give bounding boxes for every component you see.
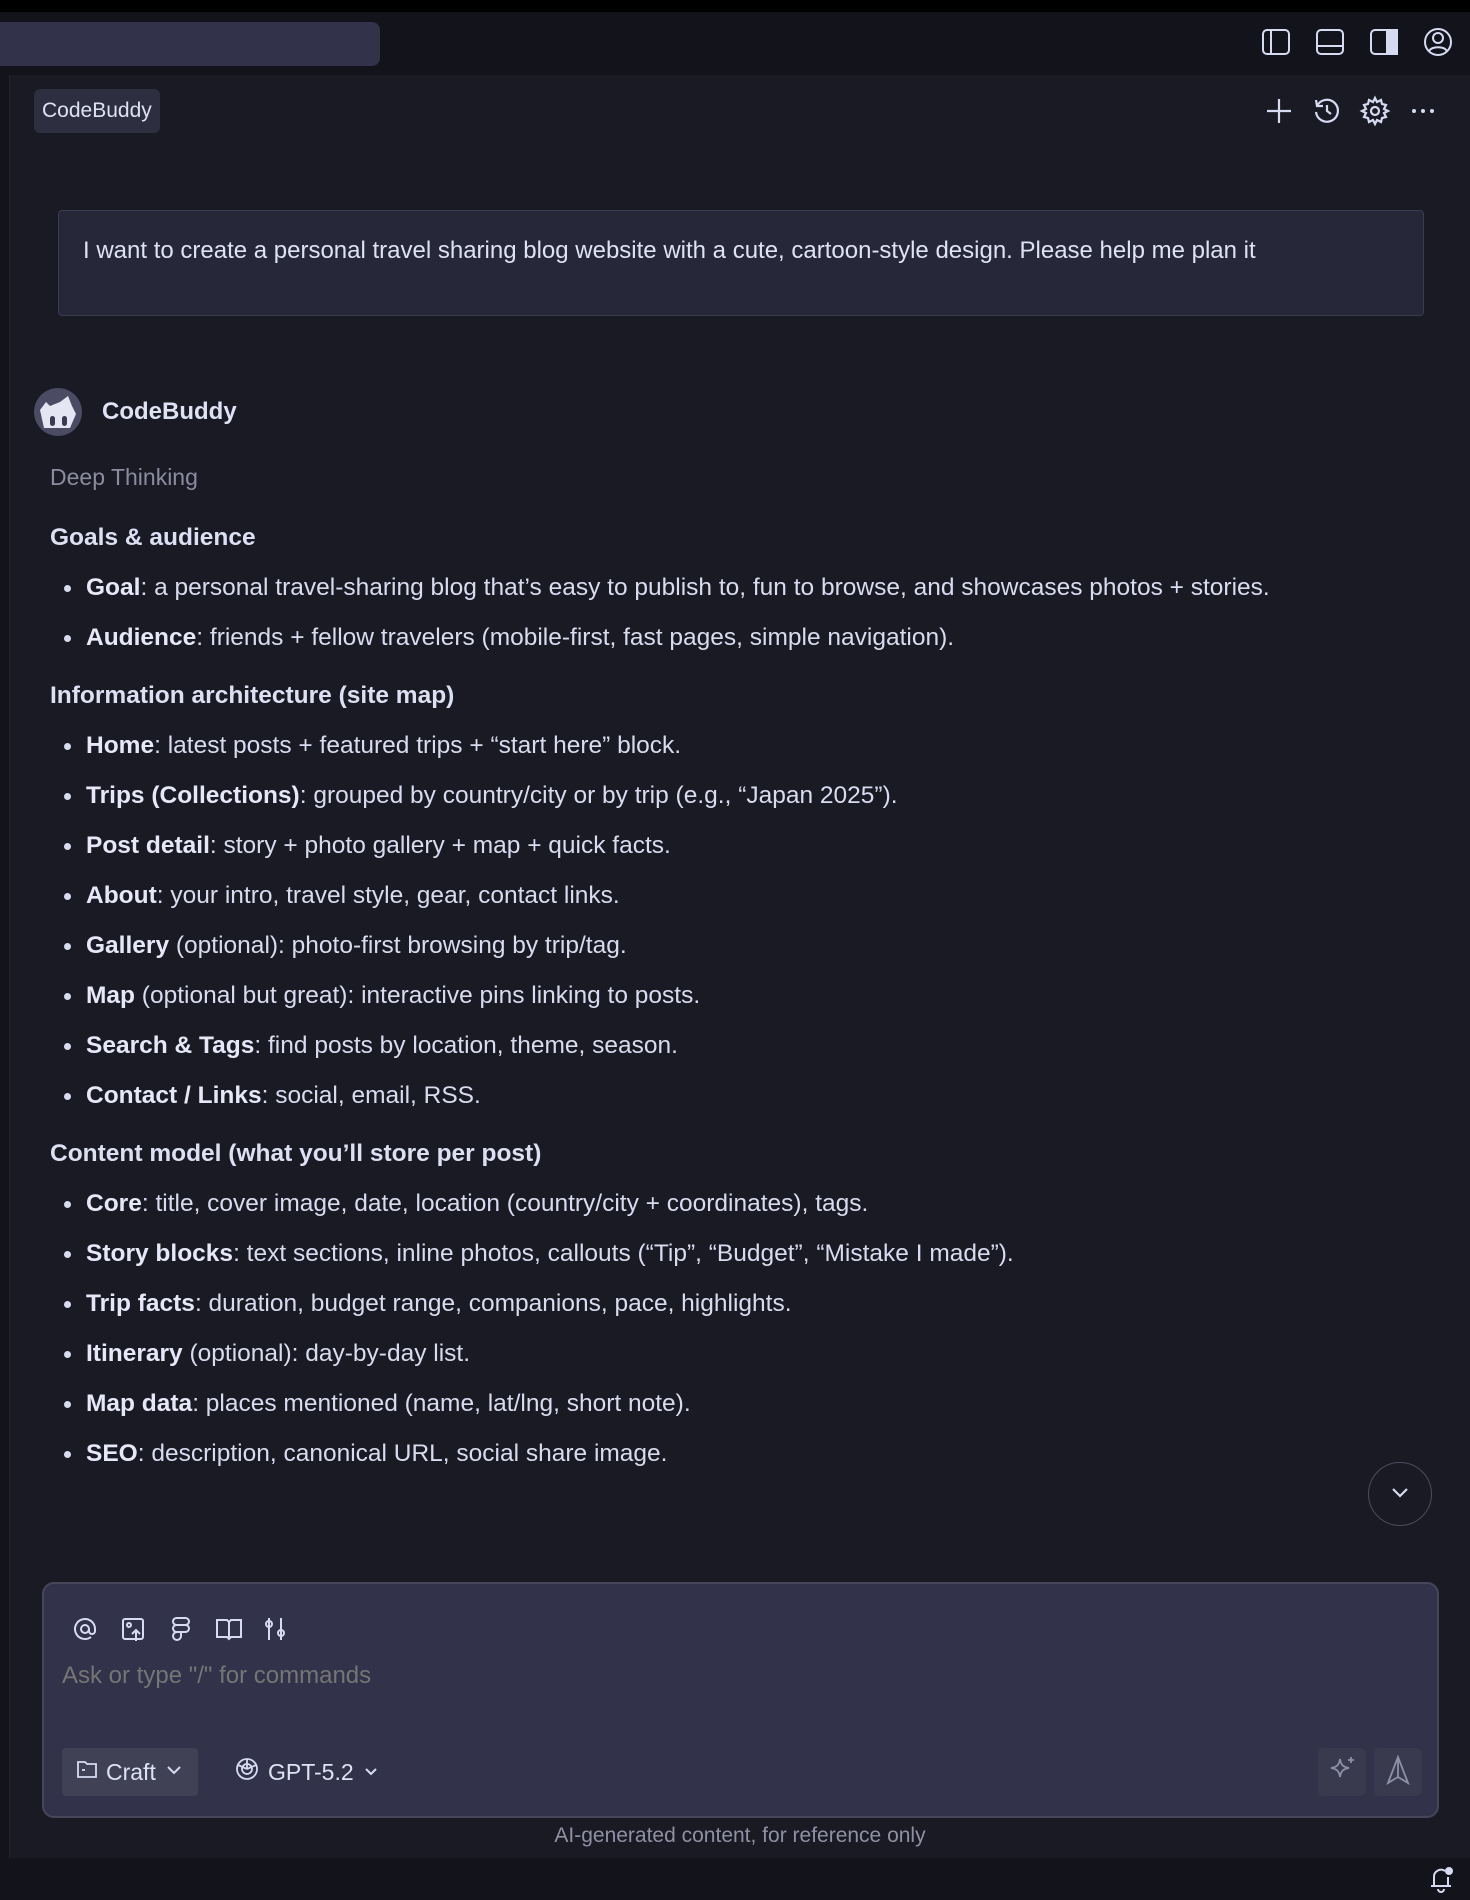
item-term: Contact / Links xyxy=(86,1082,262,1109)
list-item xyxy=(50,1435,1420,1473)
command-center-search[interactable] xyxy=(0,22,380,66)
item-description: : title, cover image, date, location (country/city + coordinates), tags. xyxy=(141,1190,869,1217)
rules-icon[interactable] xyxy=(262,1614,292,1644)
chevron-down-icon xyxy=(362,1759,380,1786)
list-item xyxy=(50,569,1420,607)
activity-divider xyxy=(0,75,10,1858)
chat-input-box xyxy=(42,1582,1439,1818)
account-icon[interactable] xyxy=(1420,24,1456,60)
list-item xyxy=(50,1235,1420,1273)
item-description: (optional): day-by-day list. xyxy=(182,1340,471,1367)
send-icon xyxy=(1383,1755,1413,1790)
assistant-avatar xyxy=(34,388,82,436)
chevron-down-icon xyxy=(1387,1479,1413,1510)
chevron-down-icon xyxy=(164,1759,184,1786)
item-term: About xyxy=(86,882,157,909)
list-item xyxy=(50,1077,1420,1115)
list-item xyxy=(50,727,1420,765)
folder-icon xyxy=(76,1758,98,1786)
list-item xyxy=(50,877,1420,915)
model-select[interactable] xyxy=(234,1748,380,1796)
list-item xyxy=(50,827,1420,865)
item-term: Home xyxy=(86,732,155,759)
item-description: : latest posts + featured trips + “start here” block. xyxy=(154,732,682,759)
settings-gear-icon[interactable] xyxy=(1358,92,1392,130)
item-term: Search & Tags xyxy=(86,1032,255,1059)
item-term: Itinerary xyxy=(86,1340,183,1367)
list-item xyxy=(50,977,1420,1015)
mode-select[interactable] xyxy=(62,1748,198,1796)
section-heading: Content model (what you’ll store per post) xyxy=(50,1140,542,1167)
item-term: Story blocks xyxy=(86,1240,234,1267)
enhance-prompt-button[interactable] xyxy=(1318,1748,1366,1796)
top-strip xyxy=(0,0,1470,12)
item-description: : description, canonical URL, social share image. xyxy=(137,1440,668,1467)
item-term: Map data xyxy=(86,1390,193,1417)
item-term: Core xyxy=(86,1190,142,1217)
list-item xyxy=(50,619,1420,657)
assistant-name: CodeBuddy xyxy=(102,398,237,425)
item-term: Trips (Collections) xyxy=(86,782,300,809)
item-description: : find posts by location, theme, season. xyxy=(254,1032,678,1059)
item-term: SEO xyxy=(86,1440,138,1467)
item-description: : your intro, travel style, gear, contact links. xyxy=(156,882,620,909)
list-item xyxy=(50,1385,1420,1423)
bullet-list xyxy=(50,569,1420,657)
openai-icon xyxy=(234,1756,260,1788)
section-heading: Goals & audience xyxy=(50,524,256,551)
item-term: Goal xyxy=(86,574,141,601)
item-description: : story + photo gallery + map + quick facts. xyxy=(209,832,671,859)
chat-input[interactable] xyxy=(62,1662,862,1690)
item-term: Trip facts xyxy=(86,1290,195,1317)
toggle-secondary-sidebar-icon[interactable] xyxy=(1366,24,1402,60)
history-icon[interactable] xyxy=(1310,92,1344,130)
list-item xyxy=(50,1185,1420,1223)
image-upload-icon[interactable] xyxy=(118,1614,148,1644)
new-chat-icon[interactable] xyxy=(1262,92,1296,130)
deep-thinking-toggle[interactable]: Deep Thinking xyxy=(50,464,198,490)
bullet-list xyxy=(50,1185,1420,1473)
item-term: Audience xyxy=(86,624,197,651)
send-button[interactable] xyxy=(1374,1748,1422,1796)
sparkle-icon xyxy=(1327,1755,1357,1790)
item-term: Gallery xyxy=(86,932,170,959)
item-description: : text sections, inline photos, callouts (“Tip”, “Budget”, “Mistake I made”). xyxy=(233,1240,1014,1267)
item-description: : a personal travel-sharing blog that’s easy to publish to, fun to browse, and showcases photos + stories. xyxy=(140,574,1270,601)
notification-bell-icon[interactable] xyxy=(1426,1864,1456,1899)
bullet-list xyxy=(50,727,1420,1115)
list-item xyxy=(50,777,1420,815)
toggle-primary-sidebar-icon[interactable] xyxy=(1258,24,1294,60)
item-description: : social, email, RSS. xyxy=(261,1082,481,1109)
figma-icon[interactable] xyxy=(166,1614,196,1644)
panel-title: CodeBuddy xyxy=(34,89,160,133)
more-options-icon[interactable] xyxy=(1406,92,1440,130)
list-item xyxy=(50,1335,1420,1373)
model-label: GPT-5.2 xyxy=(268,1758,354,1785)
title-bar xyxy=(0,12,1470,75)
item-description: : duration, budget range, companions, pace, highlights. xyxy=(194,1290,792,1317)
section-heading: Information architecture (site map) xyxy=(50,682,455,709)
status-bar xyxy=(0,1858,1470,1900)
knowledge-book-icon[interactable] xyxy=(214,1614,244,1644)
assistant-header xyxy=(34,388,237,436)
item-description: : grouped by country/city or by trip (e.g., “Japan 2025”). xyxy=(299,782,898,809)
scroll-to-bottom-button[interactable] xyxy=(1368,1462,1432,1526)
list-item xyxy=(50,927,1420,965)
assistant-response xyxy=(50,515,1420,1550)
user-message: I want to create a personal travel sharing blog website with a cute, cartoon-style design. Please help me plan it xyxy=(58,210,1424,316)
item-description: (optional): photo-first browsing by trip/tag. xyxy=(169,932,627,959)
disclaimer-text: AI-generated content, for reference only xyxy=(554,1824,926,1847)
list-item xyxy=(50,1027,1420,1065)
toggle-panel-icon[interactable] xyxy=(1312,24,1348,60)
item-term: Post detail xyxy=(86,832,210,859)
list-item xyxy=(50,1285,1420,1323)
item-term: Map xyxy=(86,982,135,1009)
item-description: : places mentioned (name, lat/lng, short note). xyxy=(192,1390,691,1417)
mention-icon[interactable] xyxy=(70,1614,100,1644)
item-description: : friends + fellow travelers (mobile-first, fast pages, simple navigation). xyxy=(196,624,955,651)
item-description: (optional but great): interactive pins linking to posts. xyxy=(135,982,701,1009)
mode-label: Craft xyxy=(106,1758,156,1785)
